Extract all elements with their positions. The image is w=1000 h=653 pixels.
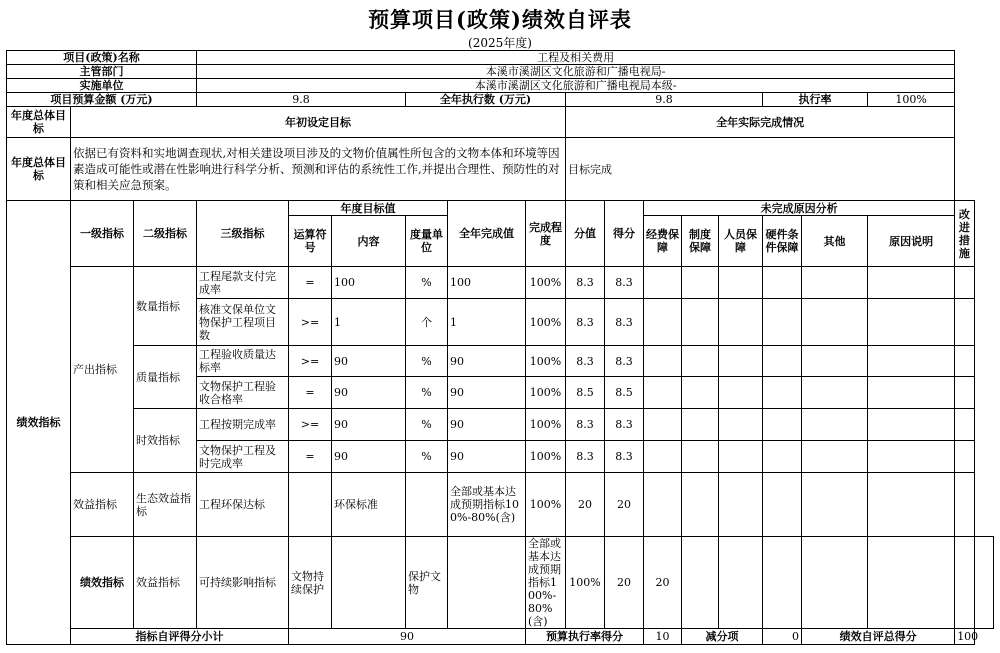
empty-cell: [682, 377, 719, 409]
rate-value: 100%: [868, 93, 955, 107]
goal-label-top: 年度总体目标: [7, 107, 71, 138]
header-level3: 三级指标: [197, 201, 289, 267]
content-cell: 90: [332, 409, 406, 441]
got-cell: 20: [605, 473, 644, 537]
output-indicator-label: 产出指标: [71, 267, 134, 473]
rate-label: 执行率: [763, 93, 868, 107]
empty-cell: [802, 346, 868, 377]
header-content: 内容: [332, 216, 406, 267]
content-cell: 90: [332, 346, 406, 377]
actual-goal-text: 目标完成: [566, 138, 955, 201]
value-cell: 全部或基本达成预期指标100%-80%(含): [448, 473, 526, 537]
score-cell: 8.5: [566, 377, 605, 409]
eco-indicator-label: 生态效益指标: [134, 473, 197, 537]
exec-value: 9.8: [566, 93, 763, 107]
operator-cell: >=: [289, 346, 332, 377]
header-full-year: 全年完成值: [448, 201, 526, 267]
quantity-indicator-label: 数量指标: [134, 267, 197, 346]
score-cell: 8.3: [566, 409, 605, 441]
evaluation-table: [6, 50, 994, 645]
unit-cell: %: [406, 441, 448, 473]
header-score: 分值: [566, 201, 605, 267]
total-value: 100: [955, 629, 974, 645]
empty-cell: [763, 377, 802, 409]
empty-cell: [644, 267, 682, 299]
time-indicator-label: 时效指标: [134, 409, 197, 473]
header-r-other: 其他: [802, 216, 868, 267]
budget-score-label: 预算执行率得分: [526, 629, 644, 645]
dept-label: 主管部门: [7, 65, 197, 79]
empty-cell: [955, 537, 974, 629]
empty-cell: [719, 299, 763, 346]
empty-cell: [802, 473, 868, 537]
unit-cell: [448, 537, 526, 629]
header-reasons: 未完成原因分析: [644, 201, 955, 216]
empty-cell: [955, 473, 974, 537]
operator-cell: =: [289, 441, 332, 473]
header-r-hardware: 硬件条件保障: [763, 216, 802, 267]
header-unit: 度量单位: [406, 216, 448, 267]
empty-cell: [868, 537, 955, 629]
perf-indicator-label-2: 绩效指标: [71, 537, 134, 629]
value-cell: 1: [448, 299, 526, 346]
score-cell: 8.3: [566, 267, 605, 299]
goal-label: 年度总体目标: [7, 138, 71, 201]
empty-cell: [802, 537, 868, 629]
subtotal-label: 指标自评得分小计: [71, 629, 289, 645]
score-cell: 20: [605, 537, 644, 629]
unit-cell: %: [406, 267, 448, 299]
operator-cell: >=: [289, 299, 332, 346]
empty-cell: [719, 537, 763, 629]
budget-value: 9.8: [197, 93, 406, 107]
got-cell: 8.5: [605, 377, 644, 409]
empty-cell: [974, 537, 993, 629]
empty-cell: [955, 441, 974, 473]
empty-cell: [868, 473, 955, 537]
empty-cell: [719, 409, 763, 441]
empty-cell: [644, 299, 682, 346]
operator-cell: [332, 537, 406, 629]
empty-cell: [955, 377, 974, 409]
unit-cell: [406, 473, 448, 537]
table-row: [7, 537, 994, 629]
got-cell: 8.3: [605, 267, 644, 299]
empty-cell: [868, 441, 955, 473]
exec-label: 全年执行数 (万元): [406, 93, 566, 107]
project-name-label: 项目(政策)名称: [7, 51, 197, 65]
empty-cell: [719, 473, 763, 537]
empty-cell: [763, 537, 802, 629]
perf-indicator-label: 绩效指标: [7, 201, 71, 645]
score-cell: 8.3: [566, 346, 605, 377]
empty-cell: [682, 441, 719, 473]
header-operator: 运算符号: [289, 216, 332, 267]
empty-cell: [682, 346, 719, 377]
page-subtitle: (2025年度): [468, 36, 532, 50]
unit-cell: 个: [406, 299, 448, 346]
operator-cell: >=: [289, 409, 332, 441]
unit-value: 本溪市溪湖区文化旅游和广播电视局本级-: [197, 79, 955, 93]
header-improve: 改进措施: [955, 201, 974, 267]
empty-cell: [802, 299, 868, 346]
page-title: 预算项目(政策)绩效自评表: [368, 7, 632, 32]
table-row: [7, 473, 994, 537]
indicator-name: 工程尾款支付完成率: [197, 267, 289, 299]
empty-cell: [682, 267, 719, 299]
empty-cell: [868, 346, 955, 377]
value-cell: 90: [448, 346, 526, 377]
benefit-indicator-label: 效益指标: [71, 473, 134, 537]
empty-cell: [644, 409, 682, 441]
operator-cell: =: [289, 267, 332, 299]
actual-goal-header: 全年实际完成情况: [566, 107, 955, 138]
unit-cell: %: [406, 409, 448, 441]
header-level2: 二级指标: [134, 201, 197, 267]
footer-row: [7, 629, 994, 645]
header-r-explain: 原因说明: [868, 216, 955, 267]
indicator-name: 工程按期完成率: [197, 409, 289, 441]
empty-cell: [763, 299, 802, 346]
indicator-name: 工程环保达标: [197, 473, 289, 537]
table-row: [7, 346, 994, 377]
empty-cell: [644, 377, 682, 409]
header-completion: 完成程度: [526, 201, 566, 267]
header-r-staff: 人员保障: [719, 216, 763, 267]
unit-cell: %: [406, 377, 448, 409]
value-cell: 100: [448, 267, 526, 299]
empty-cell: [719, 267, 763, 299]
content-cell: 环保标准: [332, 473, 406, 537]
got-cell: 8.3: [605, 346, 644, 377]
empty-cell: [802, 409, 868, 441]
budget-label: 项目预算金额 (万元): [7, 93, 197, 107]
sustain-indicator-label: 可持续影响指标: [197, 537, 289, 629]
deduct-label: 减分项: [682, 629, 763, 645]
completion-cell: 100%: [526, 441, 566, 473]
completion-cell: 100%: [526, 346, 566, 377]
completion-cell: 100%: [526, 377, 566, 409]
value-cell: 90: [448, 377, 526, 409]
empty-cell: [682, 537, 719, 629]
empty-cell: [868, 409, 955, 441]
header-r-system: 制度保障: [682, 216, 719, 267]
empty-cell: [682, 409, 719, 441]
benefit-indicator-label-2: 效益指标: [134, 537, 197, 629]
indicator-name: 文物保护工程验收合格率: [197, 377, 289, 409]
operator-cell: =: [289, 377, 332, 409]
empty-cell: [719, 377, 763, 409]
empty-cell: [719, 346, 763, 377]
header-r-fund: 经费保障: [644, 216, 682, 267]
empty-cell: [644, 346, 682, 377]
empty-cell: [868, 267, 955, 299]
empty-cell: [682, 299, 719, 346]
completion-cell: 100%: [526, 299, 566, 346]
quality-indicator-label: 质量指标: [134, 346, 197, 409]
empty-cell: [802, 441, 868, 473]
subtotal-value: 90: [289, 629, 526, 645]
completion-cell: 100%: [526, 409, 566, 441]
indicator-name: 核准文保单位文物保护工程项目数: [197, 299, 289, 346]
score-cell: 8.3: [566, 299, 605, 346]
empty-cell: [719, 441, 763, 473]
empty-cell: [955, 267, 974, 299]
empty-cell: [763, 267, 802, 299]
value-cell: 全部或基本达成预期指标100%-80%(含): [526, 537, 566, 629]
initial-goal-text: 依据已有资料和实地调查现状,对相关建设项目涉及的文物价值属性所包含的文物本体和环境等因素造成可能性或潜在性影响进行科学分析、预测和评估的系统性工作,并提出合理性、预防性的对策和相关应急预案。: [71, 138, 566, 201]
indicator-name: 文物持续保护: [289, 537, 332, 629]
dept-value: 本溪市溪湖区文化旅游和广播电视局-: [197, 65, 955, 79]
content-cell: 1: [332, 299, 406, 346]
content-cell: 保护文物: [406, 537, 448, 629]
project-name-value: 工程及相关费用: [197, 51, 955, 65]
content-cell: 90: [332, 377, 406, 409]
table-row: [7, 267, 994, 299]
header-annual-target: 年度目标值: [289, 201, 448, 216]
empty-cell: [868, 377, 955, 409]
empty-cell: [763, 346, 802, 377]
unit-cell: %: [406, 346, 448, 377]
content-cell: 90: [332, 441, 406, 473]
value-cell: 90: [448, 441, 526, 473]
unit-label: 实施单位: [7, 79, 197, 93]
content-cell: 100: [332, 267, 406, 299]
empty-cell: [955, 346, 974, 377]
deduct-value: 0: [763, 629, 802, 645]
empty-cell: [763, 473, 802, 537]
completion-cell: 100%: [526, 267, 566, 299]
completion-cell: 100%: [526, 473, 566, 537]
total-label: 绩效自评总得分: [802, 629, 955, 645]
got-cell: 8.3: [605, 299, 644, 346]
got-cell: 8.3: [605, 441, 644, 473]
empty-cell: [802, 377, 868, 409]
got-cell: 20: [644, 537, 682, 629]
empty-cell: [763, 441, 802, 473]
empty-cell: [955, 409, 974, 441]
budget-score-value: 10: [644, 629, 682, 645]
empty-cell: [763, 409, 802, 441]
score-cell: 20: [566, 473, 605, 537]
empty-cell: [802, 267, 868, 299]
value-cell: 90: [448, 409, 526, 441]
indicator-name: 文物保护工程及时完成率: [197, 441, 289, 473]
header-level1: 一级指标: [71, 201, 134, 267]
score-cell: 8.3: [566, 441, 605, 473]
completion-cell: 100%: [566, 537, 605, 629]
header-got: 得分: [605, 201, 644, 267]
got-cell: 8.3: [605, 409, 644, 441]
empty-cell: [955, 299, 974, 346]
operator-cell: [289, 473, 332, 537]
initial-goal-header: 年初设定目标: [71, 107, 566, 138]
empty-cell: [868, 299, 955, 346]
table-row: [7, 409, 994, 441]
empty-cell: [644, 441, 682, 473]
indicator-name: 工程验收质量达标率: [197, 346, 289, 377]
empty-cell: [644, 473, 682, 537]
empty-cell: [682, 473, 719, 537]
